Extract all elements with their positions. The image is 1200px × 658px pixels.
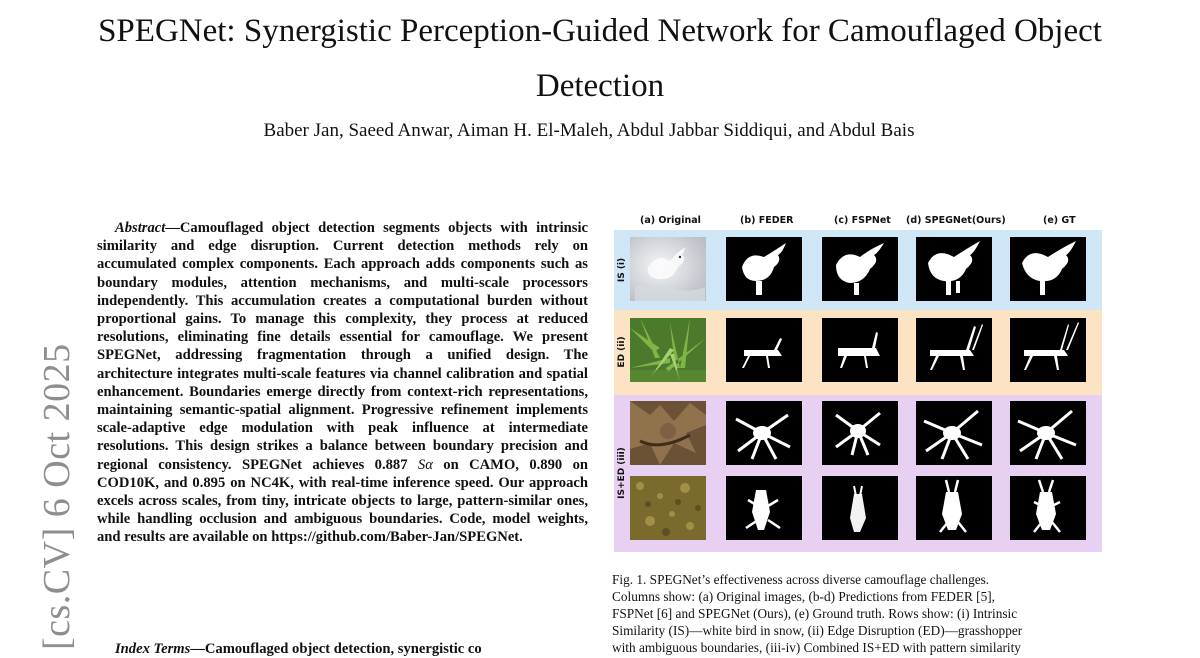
mask-bird-fspnet — [822, 237, 898, 301]
column-header-spegnet: (d) SPEGNet(Ours) — [906, 215, 1006, 226]
row-label-is: IS (i) — [617, 257, 627, 283]
abstract — [97, 219, 588, 547]
column-header-gt: (e) GT — [1043, 215, 1076, 226]
abstract-label: Abstract — [115, 220, 166, 236]
abstract-tail: on CAMO, 0.890 on COD10K, and 0.895 on NC4K, with real-time inference speed. Our approach excels across scales, from tiny, intricate objects to large, pattern-similar ones, while handling occlusion and ambiguous boundaries. Code, model weights, and results are available on https://github.com/Baber-Jan/SPEGNet. — [97, 456, 588, 546]
mask-crab-feder — [726, 401, 802, 465]
caption-line-1: Fig. 1. SPEGNet’s effectiveness across diverse camouflage challenges. — [612, 572, 990, 587]
author-list: Baber Jan, Saeed Anwar, Aiman H. El-Maleh, Abdul Jabbar Siddiqui, and Abdul Bais — [263, 120, 915, 141]
row-label-ised: IS+ED (iii) — [617, 447, 627, 499]
image-grasshopper-original — [630, 318, 706, 382]
mask-insect-spegnet — [916, 476, 992, 540]
mask-crab-spegnet — [916, 401, 992, 465]
mask-grasshopper-gt — [1010, 318, 1086, 382]
abstract-body: —Camouflaged object detection segments objects with intrinsic similarity and edge disruption. Current detection methods rely on accumulated complex components. Each approach adds components such as boundary modules, attention mechanisms, and multi-scale processors independently. This accumulation creates a computational burden without proportional gains. To manage this complexity, they process at reduced resolutions, eliminating fine details essential for camouflage. We present SPEGNet, addressing fragmentation through a unified design. The architecture integrates multi-scale features via channel calibration and spatial enhancement. Boundaries emerge directly from context-rich representations, maintaining semantic-spatial alignment. Progressive refinement implements scale-adaptive edge modulation with peak influence at intermediate resolutions. This design strikes a balance between boundary precision and regional consistency. SPEGNet achieves 0.887 — [97, 220, 588, 473]
image-crab-original — [630, 401, 706, 465]
image-insect-original — [630, 476, 706, 540]
mask-bird-spegnet — [916, 237, 992, 301]
mask-insect-gt — [1010, 476, 1086, 540]
index-terms-label: Index Terms — [115, 641, 191, 657]
column-header-feder: (b) FEDER — [740, 215, 794, 226]
index-terms-body: —Camouflaged object detection, synergistic co — [190, 641, 482, 657]
mask-insect-fspnet — [822, 476, 898, 540]
caption-line-5: with ambiguous boundaries, (iii-iv) Combined IS+ED with pattern similarity — [612, 640, 1021, 655]
paper-title: SPEGNet: Synergistic Perception-Guided Network for Camouflaged Object Detection — [98, 13, 1102, 104]
mask-grasshopper-spegnet — [916, 318, 992, 382]
figure-1 — [612, 212, 1104, 552]
mask-bird-feder — [726, 237, 802, 301]
column-header-fspnet: (c) FSPNet — [834, 215, 891, 226]
figure-column-headers — [612, 212, 1104, 232]
caption-line-3: FSPNet [6] and SPEGNet (Ours), (e) Ground truth. Rows show: (i) Intrinsic — [612, 606, 1018, 621]
caption-line-2: Columns show: (a) Original images, (b-d) Predictions from FEDER [5], — [612, 589, 995, 604]
arxiv-stamp-text: [cs.CV] 6 Oct 2025 — [36, 343, 78, 650]
mask-crab-fspnet — [822, 401, 898, 465]
mask-crab-gt — [1010, 401, 1086, 465]
row-label-ed: ED (ii) — [617, 336, 627, 368]
column-header-original: (a) Original — [640, 215, 701, 226]
mask-bird-gt — [1010, 237, 1086, 301]
image-bird-original — [630, 237, 706, 301]
caption-line-4: Similarity (IS)—white bird in snow, (ii) Edge Disruption (ED)—grasshopper — [612, 623, 1023, 638]
mask-insect-feder — [726, 476, 802, 540]
arxiv-stamp — [33, 340, 78, 650]
mask-grasshopper-feder — [726, 318, 802, 382]
index-terms — [97, 640, 588, 658]
metric-symbol: Sα — [417, 456, 433, 473]
figure-caption — [612, 571, 1104, 656]
mask-grasshopper-fspnet — [822, 318, 898, 382]
